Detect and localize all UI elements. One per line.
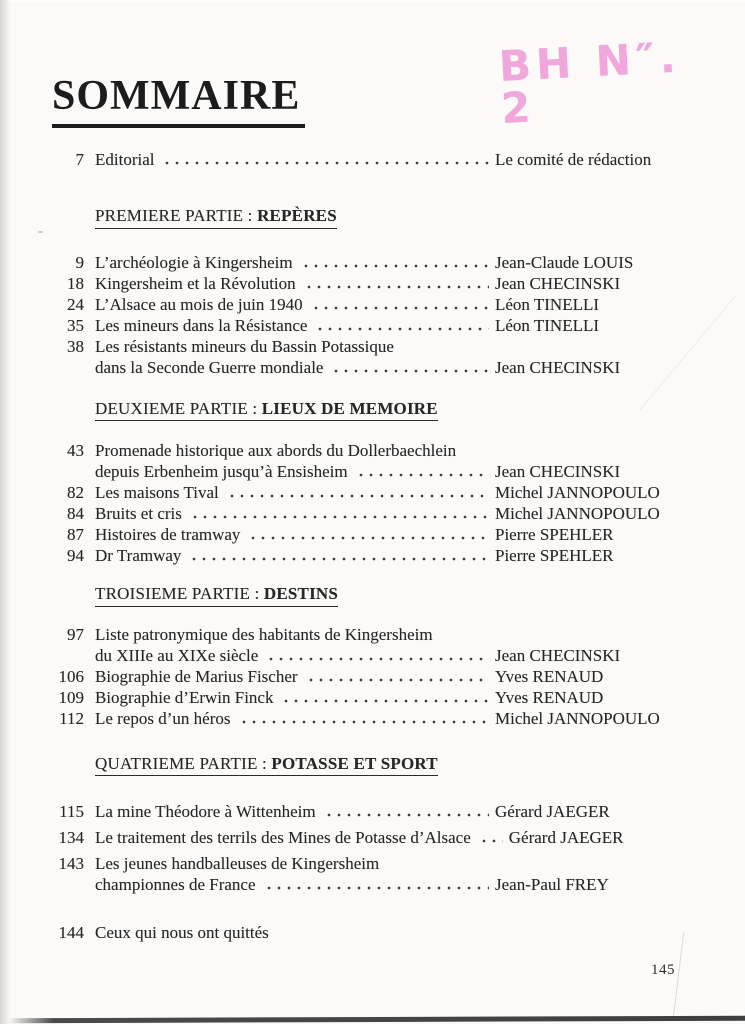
toc-entry-page-number: 106 [58, 666, 84, 686]
toc-entry [52, 708, 700, 729]
toc-entry-author: Pierre SPEHLER [495, 546, 614, 565]
toc-entry [52, 336, 700, 378]
toc-entry-title: Dr Tramway [95, 546, 182, 565]
toc-entry-page-number: 7 [75, 150, 84, 169]
toc-entry [52, 252, 700, 273]
section-label: DEUXIEME PARTIE : [95, 398, 258, 418]
toc-entry-page-number: 18 [67, 273, 84, 293]
toc-entry-author: Gérard JAEGER [495, 802, 610, 821]
toc-entry-title: Les résistants mineurs du Bassin Potassique [95, 336, 394, 356]
toc-entry-title: Les mineurs dans la Résistance [95, 315, 308, 335]
toc-entry-page-number: 35 [67, 315, 84, 335]
toc-entry-title: Liste patronymique des habitants de Kingersheim [95, 624, 433, 644]
toc-entry-author: Yves RENAUD [495, 687, 604, 707]
toc-row [52, 149, 700, 170]
toc-row [52, 545, 700, 566]
toc-entry-title: championnes de France [95, 875, 256, 894]
toc-entry-title: depuis Erbenheim jusqu’à Ensisheim [95, 462, 348, 481]
toc-entry [52, 545, 700, 566]
dot-leader [324, 801, 489, 822]
toc-intro [52, 149, 700, 170]
toc-entry-author: Jean-Claude LOUIS [495, 252, 634, 272]
toc-entry-title: L’archéologie à Kingersheim [95, 252, 293, 272]
toc-entry [52, 294, 700, 315]
toc-entry-page-number: 143 [58, 854, 84, 873]
toc-entry-title: Les maisons Tival [95, 483, 219, 502]
toc-entry-page-number: 82 [67, 483, 84, 502]
toc-entry-title: Ceux qui nous ont quittés [95, 923, 269, 942]
toc-row [52, 645, 700, 666]
toc-entry [52, 524, 700, 545]
toc-section [52, 205, 700, 378]
page-title: SOMMAIRE [52, 72, 305, 128]
toc-row [52, 524, 700, 545]
dot-leader [304, 273, 489, 294]
toc-entry-page-number: 84 [67, 504, 84, 523]
toc-entry-page-number [52, 461, 84, 482]
toc-row [52, 461, 700, 482]
toc-entry-page-number: 87 [67, 525, 84, 544]
toc-entry-page-number: 9 [75, 252, 84, 272]
toc-entry-page-number: 94 [67, 546, 84, 565]
section-heading [95, 584, 338, 607]
toc-section [52, 398, 700, 567]
toc-entry-page-number: 97 [67, 624, 84, 644]
handwritten-annotation: BH N″. 2 [497, 32, 682, 133]
toc-entry-page-number: 38 [67, 336, 84, 356]
section-title: DESTINS [263, 584, 339, 603]
toc-entry-author: Michel JANNOPOULO [495, 483, 660, 502]
toc-entry [52, 273, 700, 294]
toc-entry-title: La mine Théodore à Wittenheim [95, 802, 316, 821]
toc-section [52, 753, 700, 896]
toc-entry-page-number: 43 [67, 441, 84, 460]
toc-entry [52, 687, 700, 708]
toc-entry-author: Léon TINELLI [495, 294, 600, 314]
toc-row [52, 827, 700, 848]
toc-row [52, 252, 700, 273]
section-title: POTASSE ET SPORT [271, 753, 438, 773]
toc-entry [52, 827, 700, 848]
toc-row [52, 666, 700, 687]
section-rows [52, 624, 700, 729]
section-rows [52, 252, 700, 378]
toc-entry-title: Kingersheim et la Révolution [95, 273, 296, 293]
toc-entry-title: Histoires de tramway [95, 525, 241, 544]
toc-entry-author: Léon TINELLI [495, 315, 600, 335]
toc-entry-title: Biographie d’Erwin Finck [95, 687, 274, 707]
section-heading [95, 754, 438, 777]
toc-entry [52, 666, 700, 687]
dot-leader [162, 149, 489, 170]
toc-entry-page-number: 134 [58, 828, 84, 847]
section-heading [95, 206, 337, 229]
section-rows [52, 440, 700, 566]
toc-entry [52, 503, 700, 524]
dot-leader [264, 874, 490, 895]
dot-leader [301, 252, 489, 273]
section-rows [52, 801, 700, 895]
toc-row [52, 315, 700, 336]
toc-entry-title: du XIIIe au XIXe siècle [95, 645, 259, 665]
toc-entry-title: Editorial [95, 150, 155, 169]
toc-entry-page-number [52, 645, 84, 666]
toc-entry [52, 149, 700, 170]
toc-row [52, 624, 700, 645]
section-title: LIEUX DE MEMOIRE [261, 398, 438, 418]
toc-entry-page-number: 115 [59, 802, 84, 821]
section-heading [95, 399, 438, 422]
toc-entry-author: Gérard JAEGER [508, 828, 624, 847]
toc-row [52, 801, 700, 822]
toc-row [52, 687, 700, 708]
scan-speck [38, 231, 43, 233]
toc-entry-author: Yves RENAUD [495, 666, 604, 686]
dot-leader [266, 645, 489, 666]
toc-entry-author: Jean CHECINSKI [495, 273, 621, 293]
scan-edge-bottom [8, 1016, 745, 1024]
dot-leader [356, 461, 489, 482]
toc-section [52, 583, 700, 729]
toc-entry [52, 922, 700, 943]
toc-entry-author: Jean CHECINSKI [495, 357, 621, 377]
dot-leader [239, 708, 490, 729]
toc-row [52, 708, 700, 729]
toc-entry-page-number: 24 [67, 294, 84, 314]
toc-entry-title: L’Alsace au mois de juin 1940 [95, 294, 303, 314]
toc-row [52, 503, 700, 524]
dot-leader [281, 687, 489, 708]
toc-row [52, 440, 700, 461]
scan-edge-top [0, 0, 745, 3]
toc-entry-page-number [52, 874, 84, 895]
table-of-contents [52, 149, 700, 943]
toc-entry-author: Jean CHECINSKI [495, 645, 621, 665]
toc-row [52, 357, 700, 378]
toc-entry-author: Jean-Paul FREY [495, 875, 609, 894]
dot-leader [227, 482, 489, 503]
toc-row [52, 336, 700, 357]
toc-entry-title: Les jeunes handballeuses de Kingersheim [95, 854, 380, 873]
section-label: PREMIERE PARTIE : [95, 206, 253, 225]
toc-entry-page-number: 112 [59, 708, 84, 728]
toc-entry-page-number [52, 357, 84, 378]
toc-entry [52, 853, 700, 895]
toc-entry-author: Le comité de rédaction [495, 150, 652, 169]
toc-entry-title: Le traitement des terrils des Mines de Potasse d’Alsace [95, 828, 471, 847]
page-number: 145 [651, 962, 675, 978]
toc-entry [52, 482, 700, 503]
dot-leader [248, 524, 489, 545]
dot-leader [306, 666, 489, 687]
scan-edge-left [0, 0, 11, 1024]
toc-entry-title: dans la Seconde Guerre mondiale [95, 357, 324, 377]
toc-row [52, 482, 700, 503]
section-label: QUATRIEME PARTIE : [95, 753, 267, 773]
toc-row [52, 273, 700, 294]
toc-entry [52, 624, 700, 666]
toc-entry-title: Bruits et cris [95, 504, 182, 523]
toc-entry-author: Michel JANNOPOULO [495, 708, 660, 728]
toc-entry-author: Jean CHECINSKI [495, 462, 621, 481]
toc-entry-author: Michel JANNOPOULO [495, 504, 660, 523]
dot-leader [190, 503, 489, 524]
toc-entry-author: Pierre SPEHLER [495, 525, 614, 544]
toc-entry-title: Biographie de Marius Fischer [95, 666, 298, 686]
dot-leader [311, 294, 489, 315]
dot-leader [315, 315, 489, 336]
toc-row [52, 294, 700, 315]
toc-entry-page-number: 109 [58, 687, 84, 707]
section-title: REPÈRES [257, 206, 337, 225]
toc-entry-title: Le repos d’un héros [95, 708, 231, 728]
toc-entry-title: Promenade historique aux abords du Dollerbaechlein [95, 441, 457, 460]
toc-closing [52, 922, 700, 943]
section-label: TROISIEME PARTIE : [95, 584, 260, 603]
dot-leader [331, 357, 489, 378]
toc-entry [52, 315, 700, 336]
toc-entry [52, 440, 700, 482]
dot-leader [479, 827, 503, 848]
toc-row [52, 853, 700, 874]
toc-entry-page-number: 144 [58, 923, 84, 942]
toc-entry [52, 801, 700, 822]
dot-leader [189, 545, 489, 566]
toc-row [52, 874, 700, 895]
toc-row [52, 922, 700, 943]
